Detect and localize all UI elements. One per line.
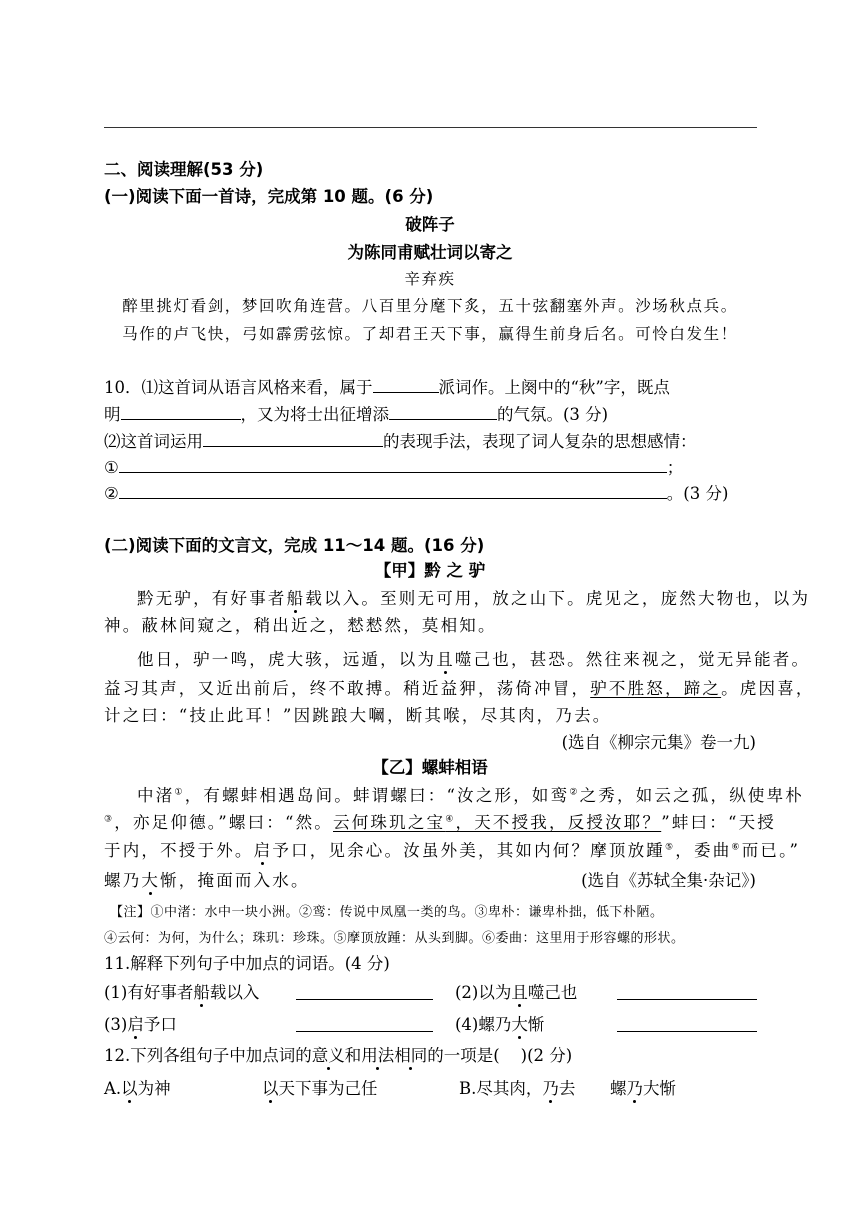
q12-text: 的一项是( — [427, 1046, 500, 1065]
passage-text: 。虎因喜， — [721, 679, 815, 698]
q12-option-b[interactable] — [459, 1078, 575, 1100]
q10-text: ； — [666, 458, 684, 477]
q11-item-4 — [455, 1014, 544, 1036]
option-text: 去 — [558, 1079, 576, 1098]
answer-blank[interactable] — [617, 1014, 757, 1032]
footnote-marker: ③ — [104, 814, 115, 825]
passage-b-line — [104, 870, 310, 892]
passage-text: ，委曲 — [675, 841, 732, 860]
passage-a-line — [137, 649, 810, 671]
passage-b-source: (选自《苏轼全集·杂记》) — [581, 871, 756, 890]
q12-text: )(2 分) — [520, 1046, 573, 1065]
option-text: 大惭 — [643, 1079, 676, 1098]
q10-text: ① — [104, 458, 119, 477]
underlined-sentence: 驴不胜怒，蹄之 — [590, 679, 722, 698]
option-text: B.尽其肉， — [459, 1079, 543, 1098]
footnote-marker: ① — [174, 787, 185, 798]
q12-text: 和 — [344, 1046, 362, 1065]
passage-text: ，有螺蚌相遇岛间。蚌谓螺曰：“汝之形，如鸾 — [184, 786, 570, 805]
dotted-word: 大 — [141, 871, 161, 890]
q10-text: 明 — [104, 405, 121, 424]
q11-text: 予口 — [143, 1015, 177, 1034]
q10-text: ② — [104, 484, 119, 503]
passage-b-title: 【乙】螺蚌相语 — [372, 758, 488, 777]
part2-instruction: (二)阅读下面的文言文，完成 11～14 题。(16 分) — [104, 536, 485, 555]
answer-blank[interactable] — [119, 455, 667, 473]
poem-subtitle: 为陈同甫赋壮词以寄之 — [347, 243, 513, 262]
answer-blank[interactable] — [296, 1014, 433, 1032]
passage-text: 螺乃 — [104, 871, 142, 890]
dotted-word: 乃 — [626, 1079, 643, 1098]
passage-text: 予口，见余心。汝虽外美，其如内何？摩顶放踵 — [272, 841, 666, 860]
q10-line-1 — [104, 375, 670, 399]
option-letter: A. — [104, 1079, 122, 1098]
underlined-sentence — [333, 813, 661, 832]
underlined-text: ，天不授我，反授汝耶？ — [455, 813, 662, 832]
passage-text: ，亦足仰德。”螺曰：“然。 — [114, 813, 334, 832]
footnote-marker: ② — [569, 787, 580, 798]
dotted-word: 乃 — [542, 1079, 559, 1098]
dotted-word: 大 — [511, 1015, 528, 1034]
q11-text: (2)以为 — [455, 983, 512, 1002]
answer-blank[interactable] — [203, 429, 383, 447]
q10-text: 。(3 分) — [666, 484, 729, 503]
footnotes-line-1: 【注】①中渚：水中一块小洲。②鸾：传说中凤凰一类的鸟。③卑朴：谦卑朴拙，低下朴陋。 — [110, 905, 664, 920]
poem-line-1: 醉里挑灯看剑，梦回吹角连营。八百里分麾下炙，五十弦翻塞外声。沙场秋点兵。 — [122, 297, 738, 315]
answer-blank[interactable] — [119, 481, 667, 499]
q11-item-2 — [455, 982, 577, 1004]
dotted-word: 且 — [511, 983, 528, 1002]
dotted-word: 启 — [127, 1015, 144, 1034]
q10-line-2 — [104, 402, 608, 426]
underlined-text: 云何珠玑之宝 — [333, 813, 446, 832]
passage-text: 噬己也，甚恐。然往来视之，觉无异能者。 — [454, 650, 811, 669]
q11-text: 惭 — [527, 1015, 545, 1034]
dotted-word: 船 — [286, 589, 306, 608]
passage-text: ”蚌曰：“天授 — [661, 813, 776, 832]
poem-author: 辛弃疾 — [404, 270, 456, 288]
section-heading: 二、阅读理解(53 分) — [104, 160, 264, 179]
part1-instruction: (一)阅读下面一首诗，完成第 10 题。(6 分) — [104, 187, 434, 206]
footnotes-line-2: ④云何：为何，为什么；珠玑：珍珠。⑤摩顶放踵：从头到脚。⑥委曲：这里用于形容螺的形状。 — [104, 931, 685, 946]
q11-text: (3) — [104, 1015, 128, 1034]
passage-text: 载以入。至则无可用，放之山下。虎见之，庞然大物也，以为 — [305, 589, 811, 608]
poem-title: 破阵子 — [405, 215, 455, 234]
q11-stem: 11.解释下列句子中加点的词语。(4 分) — [104, 954, 390, 973]
q10-text: ，又为将士出征增添 — [240, 405, 389, 424]
option-text: 为神 — [137, 1079, 171, 1098]
q12-text: 12.下列各组句子中加点词的 — [104, 1046, 312, 1065]
answer-blank[interactable] — [121, 402, 241, 420]
passage-a-line — [104, 678, 815, 700]
passage-a-line: 神。蔽林间窥之，稍出近之，慭慭然，莫相知。 — [104, 616, 497, 635]
passage-text: 于内，不授于外。 — [104, 841, 254, 860]
q11-text: (1)有好事者 — [104, 983, 194, 1002]
answer-paren[interactable] — [500, 1046, 521, 1065]
dotted-word: 相同 — [394, 1046, 428, 1065]
q10-text: 派词作。上阕中的“秋”字，既点 — [438, 378, 670, 397]
q11-text: 噬己也 — [527, 983, 578, 1002]
q11-item-1 — [104, 982, 259, 1004]
passage-text: 益习其声，又近出前后，终不敢搏。稍近益狎，荡倚冲冒， — [104, 679, 591, 698]
footnote-marker: ⑥ — [731, 842, 742, 853]
answer-blank[interactable] — [617, 982, 757, 1000]
passage-b-line — [104, 812, 776, 834]
dotted-word: 启 — [253, 841, 273, 860]
q12-option-a-pair — [262, 1078, 378, 1100]
passage-a-line: 计之曰：“技止此耳！”因跳踉大㘎，断其喉，尽其肉，乃去。 — [104, 706, 612, 725]
dotted-word: 以 — [262, 1079, 279, 1098]
dotted-word: 用法 — [361, 1046, 395, 1065]
passage-text: 之秀，如云之孤，纵使卑朴 — [579, 786, 805, 805]
q12-option-a[interactable] — [104, 1078, 171, 1100]
option-text: 天下事为己任 — [278, 1079, 378, 1098]
dotted-word: 船 — [193, 983, 210, 1002]
q10-line-3 — [104, 429, 697, 453]
passage-b-line — [137, 785, 804, 807]
passage-text: 他日，驴一鸣，虎大骇，远遁，以为 — [137, 650, 437, 669]
q10-text: 的表现手法，表现了词人复杂的思想感情： — [383, 432, 697, 451]
passage-a-source: (选自《柳宗元集》卷一九) — [561, 733, 756, 752]
passage-a-line — [137, 588, 810, 610]
dotted-word: 意义 — [311, 1046, 345, 1065]
passage-text: 惭，掩面而入水。 — [160, 871, 310, 890]
q11-text: 载以入 — [209, 983, 260, 1002]
q12-stem — [104, 1045, 572, 1067]
answer-blank[interactable] — [373, 375, 439, 393]
passage-text: 而已。” — [741, 841, 801, 860]
passage-text: 黔无驴，有好事者 — [137, 589, 287, 608]
answer-blank[interactable] — [296, 982, 433, 1000]
q10-line-5 — [104, 481, 728, 505]
answer-blank[interactable] — [389, 402, 497, 420]
q10-text: ⑵这首词运用 — [104, 432, 203, 451]
q10-text: 的气氛。(3 分) — [497, 405, 609, 424]
option-text: 螺 — [610, 1079, 627, 1098]
q12-option-b-pair — [610, 1078, 676, 1100]
poem-line-2: 马作的卢飞快，弓如霹雳弦惊。了却君王天下事，赢得生前身后名。可怜白发生！ — [122, 325, 738, 343]
footnote-marker: ⑤ — [665, 842, 676, 853]
footnote-marker: ④ — [445, 814, 456, 825]
passage-text: 中渚 — [137, 786, 175, 805]
q11-item-3 — [104, 1014, 177, 1036]
passage-b-line — [104, 840, 800, 862]
dotted-word: 以 — [121, 1079, 138, 1098]
passage-a-title: 【甲】黔 之 驴 — [374, 561, 486, 580]
q10-line-4 — [104, 455, 683, 479]
q10-text: 10．⑴这首词从语言风格来看，属于 — [104, 378, 373, 397]
dotted-word: 且 — [436, 650, 455, 669]
header-rule — [104, 127, 757, 128]
q11-text: (4)螺乃 — [455, 1015, 512, 1034]
